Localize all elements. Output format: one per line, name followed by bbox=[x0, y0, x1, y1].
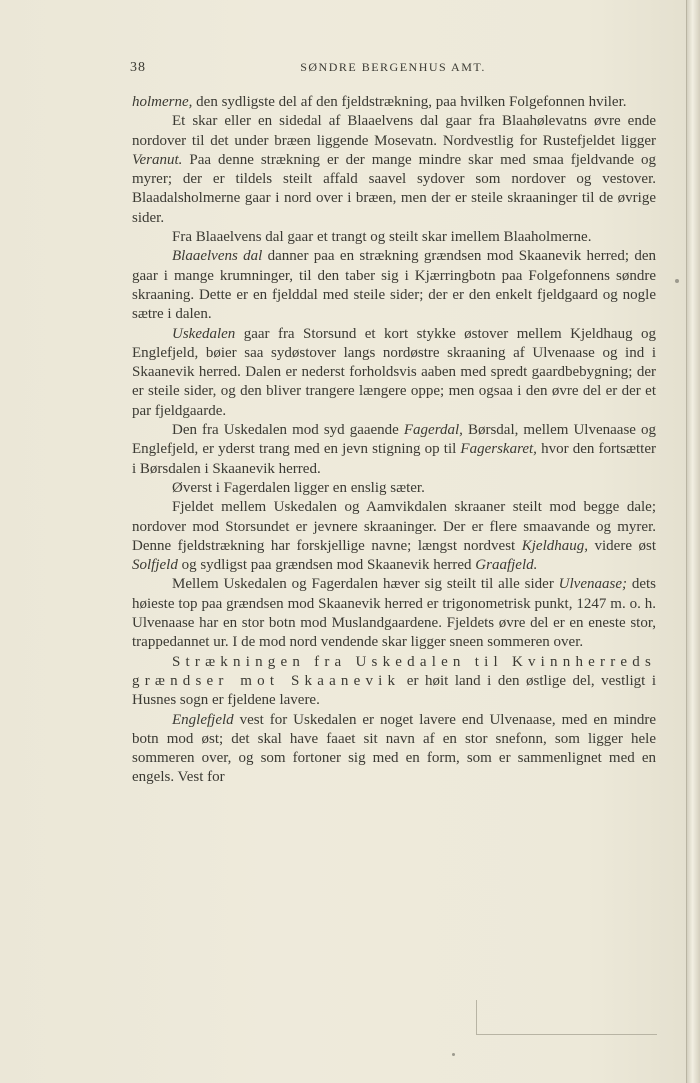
paragraph: Et skar eller en sidedal af Blaaelvens dal gaar fra Blaahølevatns øvre ende nordover til det under bræen liggende Mosevatn. Nordvestlig for Rustefjeldet ligger Veranut. Paa denne strækning er der mange mindre skar med smaa fjeldvande og myrer; der er tildels steilt affald saavel sydover som nordover og vestover. Blaadalsholmerne gaar i nord over i bræen, men der er steile skraaninger til de øvrige sider. bbox=[132, 113, 656, 226]
library-stamp-frame bbox=[476, 1000, 657, 1035]
page-edge bbox=[686, 0, 700, 1083]
paragraph: Mellem Uskedalen og Fagerdalen hæver sig steilt til alle sider Ulvenaase; dets høieste top paa grændsen mod Skaanevik herred er trigonometrisk punkt, 1247 m. o. h. Ulvenaase har en stor botn mod Muslandgaardene. Fjeldets øvre del er en eneste stor, trappedannet ur. I de mod nord vendende skar ligger sneen sommeren over. bbox=[132, 576, 656, 651]
ink-speck bbox=[675, 279, 679, 283]
paragraph: Blaaelvens dal danner paa en strækning grændsen mod Skaanevik herred; den gaar i mange krumninger, til den taber sig i Kjærringbotn paa Folgefonnens søndre skraaning. Dette er en fjelddal med steile sider; der er den enkelt fjeldgaard og nogle sætre i dalen. bbox=[132, 248, 656, 323]
ink-speck bbox=[452, 1053, 455, 1056]
paragraph: Fra Blaaelvens dal gaar et trangt og steilt skar imellem Blaaholmerne. bbox=[172, 229, 592, 246]
running-header bbox=[130, 60, 656, 80]
paragraph: Øverst i Fagerdalen ligger en enslig sæter. bbox=[172, 479, 425, 496]
body-text bbox=[132, 93, 656, 788]
page-number: 38 bbox=[130, 60, 146, 75]
paragraph: Strækningen fra Uskedalen til Kvinnherreds grændser mot Skaanevik er høit land i den østlige del, vestligt i Husnes sogn er fjeldene lavere. bbox=[132, 653, 657, 709]
paragraph: Uskedalen gaar fra Storsund et kort stykke østover mellem Kjeldhaug og Englefjeld, bøier saa sydøstover langs nordøstre skraaning af Ulvenaase og ind i Skaanevik herred. Dalen er nederst forholdsvis aaben med spredt gaardbebygning; der er steile sider, og den bliver trangere længere oppe; men ogsaa i den øvre del er der et par fjeldgaarde. bbox=[132, 325, 656, 419]
paragraph: holmerne, den sydligste del af den fjeldstrækning, paa hvilken Folgefonnen hviler. bbox=[132, 94, 627, 110]
spaced-heading: Strækningen fra Uskedalen til Kvinnherreds grændser mot Skaanevik bbox=[132, 653, 656, 689]
paragraph: Englefjeld vest for Uskedalen er noget lavere end Ulvenaase, med en mindre botn mod øst; det skal have faaet sit navn af en stor snefonn, som ligger hele sommeren over, og som fortoner sig med en form, som er sammenlignet med en engels. Vest for bbox=[132, 711, 656, 786]
paragraph: Den fra Uskedalen mod syd gaaende Fagerdal, Børsdal, mellem Ulvenaase og Englefjeld, er yderst trang med en jevn stigning op til Fagerskaret, hvor den fortsætter i Børsdalen i Skaanevik herred. bbox=[132, 422, 656, 477]
paragraph: Fjeldet mellem Uskedalen og Aamvikdalen skraaner steilt mod begge dale; nordover mod Storsundet er jevnere skraaninger. Der er flere smaavande og myrer. Denne fjeldstrækning har forskjellige navne; længst nordvest Kjeldhaug, videre øst Solfjeld og sydligst paa grændsen mod Skaanevik herred Graafjeld. bbox=[132, 499, 657, 574]
running-title: SØNDRE BERGENHUS AMT. bbox=[300, 60, 486, 74]
